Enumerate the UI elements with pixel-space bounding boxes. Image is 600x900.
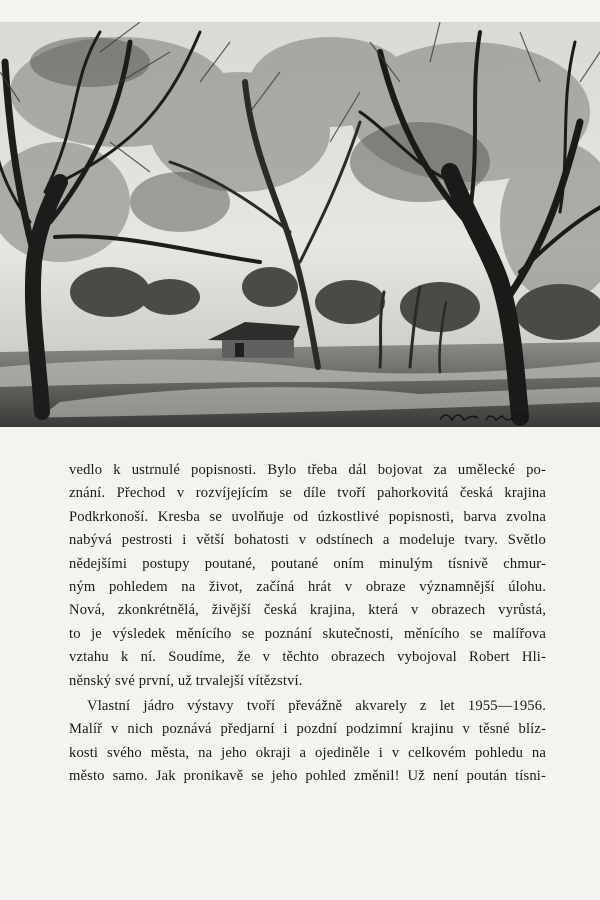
text-line: ným pohledem na život, začíná hrát v obraze významnější úlohu. [69,579,546,596]
text-line: Nová, zkonkrétnělá, živější česká krajina, která v obrazech vyrůstá, [69,602,546,619]
text-line: znání. Přechod v rozvíjejícím se díle tvoří pahorkovitá česká krajina [69,485,546,502]
painting-image [0,22,600,427]
text-line: město samo. Jak pronikavě se jeho pohled změnil! Už není poután tísni- [69,768,546,785]
body-text [69,459,546,789]
text-line: Malíř v nich poznává předjarní i pozdní podzimní krajinu v těsné blíz- [69,721,546,738]
text-line: vedlo k ustrnulé popisnosti. Bylo třeba dál bojovat za umělecké po- [69,462,546,478]
text-line: vztahu k ní. Soudíme, že v těchto obrazech vybojoval Robert Hli- [69,649,546,666]
text-line: něnský své první, už trvalejší vítězství. [69,672,303,689]
text-line: nabývá pestrosti i větší bohatosti v odstínech a modeluje tvary. Světlo [69,532,546,549]
landscape-painting [0,22,600,427]
paragraph-2 [69,695,546,789]
text-line: to je výsledek měnícího se poznání skutečnosti, měnícího se malířova [69,625,546,642]
text-line: nědejšími postupy poutané, poutané oním minulým tísnivě chmur- [69,555,546,572]
paragraph-1 [69,459,546,693]
text-line: Podkrkonoší. Kresba se uvolňuje od úzkostlivé popisnosti, barva zvolna [69,508,546,525]
text-line: kosti svého města, na jeho okraji a ojediněle i v celkovém pohledu na [69,744,546,761]
text-line: Vlastní jádro výstavy tvoří převážně akvarely z let 1955—1956. [87,698,546,715]
